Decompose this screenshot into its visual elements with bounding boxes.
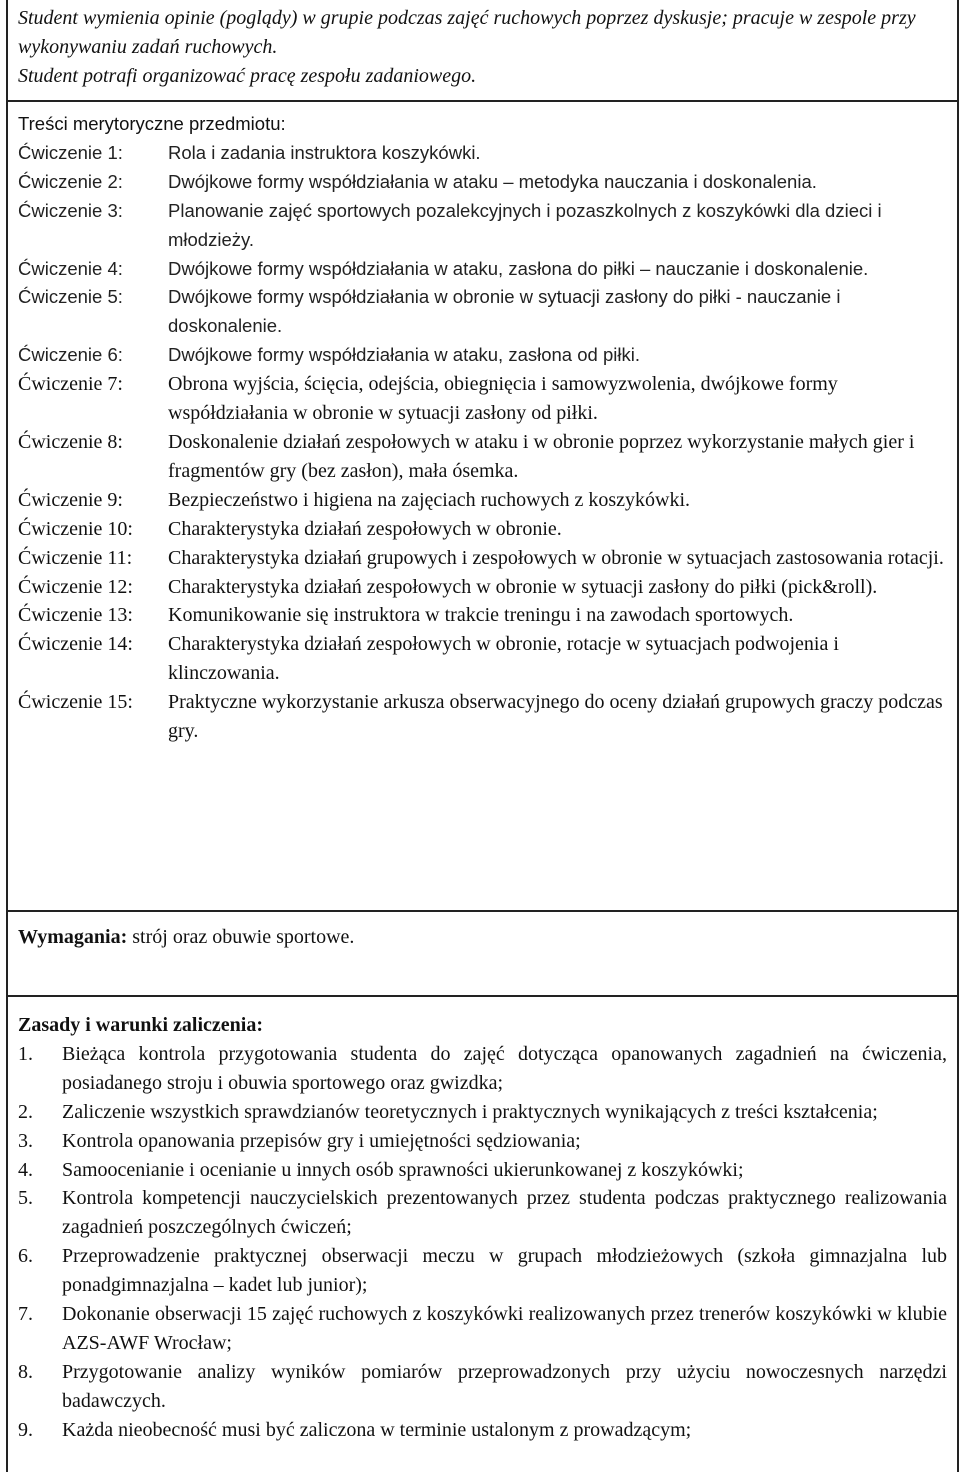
exercise-text: Planowanie zajęć sportowych pozalekcyjnych i pozaszkolnych z koszykówki dla dzieci i młodzieży. — [168, 199, 882, 250]
rule-text: Kontrola opanowania przepisów gry i umiejętności sędziowania; — [62, 1129, 581, 1152]
rule-item — [18, 1300, 947, 1358]
section-divider — [8, 100, 957, 102]
exercise-label: Ćwiczenie 2: — [18, 170, 123, 192]
rule-number: 1. — [18, 1042, 33, 1065]
exercise-label: Ćwiczenie 13: — [18, 604, 133, 627]
requirements-section — [8, 923, 957, 952]
rule-number: 7. — [18, 1303, 33, 1326]
exercise-label: Ćwiczenie 4: — [18, 257, 123, 279]
exercise-item — [18, 370, 947, 428]
exercise-item — [18, 283, 947, 341]
exercise-text: Dwójkowe formy współdziałania w obronie w sytuacji zasłony do piłki - nauczanie i doskonalenie. — [168, 286, 841, 337]
exercise-text: Praktyczne wykorzystanie arkusza obserwacyjnego do oceny działań grupowych graczy podczas gry. — [168, 691, 943, 743]
course-content-section — [8, 110, 957, 746]
exercise-label: Ćwiczenie 14: — [18, 633, 133, 656]
exercise-text: Charakterystyka działań zespołowych w obronie, rotacje w sytuacjach podwojenia i klinczowania. — [168, 633, 839, 685]
rule-number: 8. — [18, 1360, 33, 1383]
exercise-label: Ćwiczenie 11: — [18, 546, 133, 569]
exercise-item — [18, 255, 947, 284]
rule-number: 3. — [18, 1129, 33, 1152]
rule-number: 4. — [18, 1158, 33, 1181]
exercise-item — [18, 544, 947, 573]
exercise-label: Ćwiczenie 9: — [18, 488, 123, 511]
exercise-label: Ćwiczenie 7: — [18, 373, 123, 396]
rule-number: 9. — [18, 1418, 33, 1441]
requirements-text: strój oraz obuwie sportowe. — [127, 926, 355, 948]
syllabus-page — [6, 0, 959, 1472]
rule-number: 5. — [18, 1187, 33, 1210]
requirements-label: Wymagania: — [18, 926, 128, 948]
rule-text: Samoocenianie i ocenianie u innych osób sprawności ukierunkowanej z koszykówki; — [62, 1158, 744, 1181]
exercise-label: Ćwiczenie 3: — [18, 199, 123, 221]
exercise-text: Bezpieczeństwo i higiena na zajęciach ruchowych z koszykówki. — [168, 488, 691, 511]
exercise-text: Dwójkowe formy współdziałania w ataku, zasłona od piłki. — [168, 344, 640, 366]
exercise-item — [18, 630, 947, 688]
outcome-text-2: Student potrafi organizować pracę zespołu zadaniowego. — [18, 64, 477, 87]
rule-item — [18, 1040, 947, 1098]
rule-item — [18, 1127, 947, 1156]
exercise-label: Ćwiczenie 1: — [18, 141, 123, 163]
exercise-label: Ćwiczenie 6: — [18, 344, 123, 366]
rule-item — [18, 1416, 947, 1445]
exercise-item — [18, 139, 947, 168]
rule-item — [18, 1184, 947, 1242]
passing-rules-section — [8, 1011, 957, 1445]
rule-text: Zaliczenie wszystkich sprawdzianów teoretycznych i praktycznych wynikających z treści kształcenia; — [62, 1100, 878, 1123]
rule-text: Przygotowanie analizy wyników pomiarów przeprowadzonych przy użyciu nowoczesnych narzędzi badawczych. — [62, 1360, 947, 1412]
rule-item — [18, 1156, 947, 1185]
section-divider — [8, 910, 957, 912]
exercise-label: Ćwiczenie 8: — [18, 430, 123, 453]
section-divider — [8, 995, 957, 997]
exercise-text: Dwójkowe formy współdziałania w ataku, zasłona do piłki – nauczanie i doskonalenie. — [168, 257, 869, 279]
outcome-text-1: Student wymienia opinie (poglądy) w grupie podczas zajęć ruchowych poprzez dyskusje; pracuje w zespole przy wykonywaniu zadań ruchowych. — [18, 7, 916, 58]
exercise-item — [18, 515, 947, 544]
exercise-text: Rola i zadania instruktora koszykówki. — [168, 141, 481, 163]
rule-text: Przeprowadzenie praktycznej obserwacji meczu w grupach młodzieżowych (szkoła gimnazjalna lub ponadgimnazjalna – kadet lub junior); — [62, 1245, 947, 1297]
exercise-item — [18, 197, 947, 255]
exercise-text: Obrona wyjścia, ścięcia, odejścia, obiegnięcia i samowyzwolenia, dwójkowe formy współdziałania w obronie w sytuacji zasłony od piłki. — [168, 373, 838, 425]
exercise-text: Dwójkowe formy współdziałania w ataku – metodyka nauczania i doskonalenia. — [168, 170, 817, 192]
exercise-item — [18, 688, 947, 746]
rule-text: Kontrola kompetencji nauczycielskich prezentowanych przez studenta podczas praktycznego realizowania zagadnień poszczególnych ćwiczeń; — [62, 1187, 947, 1239]
exercise-text: Doskonalenie działań zespołowych w ataku i w obronie poprzez wykorzystanie małych gier i fragmentów gry (bez zasłon), mała ósemka. — [168, 430, 915, 482]
rule-item — [18, 1358, 947, 1416]
exercise-label: Ćwiczenie 12: — [18, 575, 133, 598]
rule-number: 6. — [18, 1245, 33, 1268]
exercise-item — [18, 428, 947, 486]
exercise-text: Komunikowanie się instruktora w trakcie treningu i na zawodach sportowych. — [168, 604, 794, 627]
learning-outcomes-section — [8, 0, 957, 100]
rule-text: Każda nieobecność musi być zaliczona w terminie ustalonym z prowadzącym; — [62, 1418, 692, 1441]
exercise-label: Ćwiczenie 15: — [18, 691, 133, 714]
exercise-label: Ćwiczenie 5: — [18, 286, 123, 308]
exercise-list — [18, 139, 947, 746]
rule-text: Dokonanie obserwacji 15 zajęć ruchowych z koszykówki realizowanych przez trenerów koszykówki w klubie AZS-AWF Wrocław; — [62, 1303, 947, 1354]
exercise-text: Charakterystyka działań grupowych i zespołowych w obronie w sytuacjach zastosowania rotacji. — [168, 546, 944, 569]
exercise-item — [18, 168, 947, 197]
exercise-text: Charakterystyka działań zespołowych w obronie. — [168, 517, 562, 540]
rule-item — [18, 1242, 947, 1300]
exercise-item — [18, 486, 947, 515]
rule-text: Bieżąca kontrola przygotowania studenta do zajęć dotycząca opanowanych zagadnień na ćwiczenia, posiadanego stroju i obuwia sportowego oraz gwizdka; — [62, 1042, 947, 1094]
rules-list — [18, 1040, 947, 1445]
exercise-item — [18, 601, 947, 630]
passing-rules-heading: Zasady i warunki zaliczenia: — [18, 1014, 264, 1036]
exercise-text: Charakterystyka działań zespołowych w obronie w sytuacji zasłony do piłki (pick&roll). — [168, 575, 878, 598]
exercise-label: Ćwiczenie 10: — [18, 517, 133, 540]
rule-number: 2. — [18, 1100, 33, 1123]
course-content-heading: Treści merytoryczne przedmiotu: — [18, 113, 286, 134]
rule-item — [18, 1098, 947, 1127]
exercise-item — [18, 341, 947, 370]
exercise-item — [18, 573, 947, 602]
